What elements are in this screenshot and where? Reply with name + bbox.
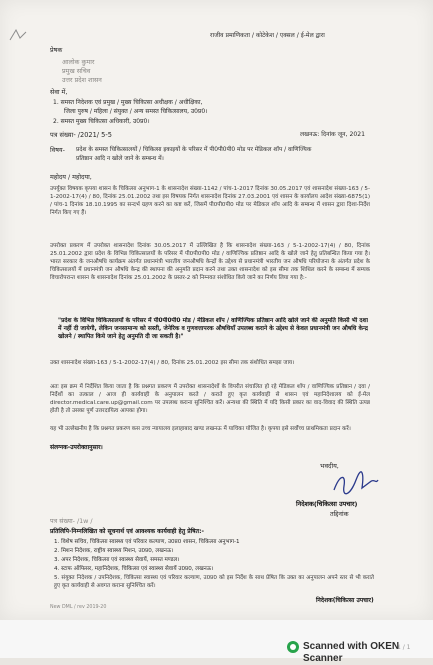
recipient-1-detail: जिला पुरुष / महिला / संयुक्त / अन्य समस्त चिकित्सालय, उ0प्र0। [64, 108, 208, 115]
okn-scanner-logo-icon [287, 641, 299, 653]
body-paragraph-4: अतः इस क्रम में निर्देशित किया जाता है कि प्रश्नगत प्रकरण में उपरोक्त शासनादेशों के विपरीत संचालित हो रहे मेडिकल शॉप / वाणिज्यिक प्रतिष्ठान / दवा / निर्देशों का तत्काल / आज ही कार्यवाही के अनुपालन करते / कराते हुए कृत कार्यवाही से शासन एवं महानिदेशालय को ई-मेल director.medical.care.up@gmail.com पर उपलब्ध कराना सुनिश्चित करें। अन्यथा की स्थिति में यदि किसी प्रकार का वाद-विवाद की स्थिति उत्पन्न होती है तो उसका पूर्ण उत्तरदायित्व आपका होगा। [50, 384, 370, 415]
copy-item: 3. अपर निदेशक, चिकित्सा एवं स्वास्थ्य सेवायें, समस्त मण्डल। [54, 557, 180, 563]
sender-name: आलोक कुमार [62, 58, 95, 66]
scanner-watermark-text: Scanned with OKEN Scanner [303, 641, 400, 664]
sender-prefix: प्रेषक [50, 46, 63, 54]
body-paragraph-1: उपर्युक्त विषयक कृपया शासन के चिकित्सा अनुभाग-1 के शासनादेश संख्या-1142 / पांच-1-2017 दिनांक 30.05.2017 एवं शासनादेश संख्या-163 / 5-1-2002-17(4) / 80, दिनांक 25.01.2002 तथा इस विषयक निर्गत शासनादेश दिनांक 27.03.2001 एवं शासन के कार्यालय आदेश संख्या-6875(1) / पांच-1 दिनांक 18.10.1995 का सन्दर्भ ग्रहण करने का कष्ट करें, जिसमें पी0पी0पी0 मोड पर मेडिकल शॉप आदि के सम्बन्ध में शासन द्वारा दिशा-निर्देश निर्गत किए गए हैं। [50, 186, 370, 217]
body-paragraph-3: उक्त शासनादेश संख्या-163 / 5-1-2002-17(4) / 80, दिनांक 25.01.2002 इस सीमा तक संशोधित समझा जाय। [50, 360, 295, 366]
recipient-1: 1. समस्त निदेशक एवं प्रमुख / मुख्य चिकित्सा अधीक्षक / अधीक्षिका, [53, 99, 203, 106]
issue-date: लखनऊ: दिनांक जून, 2021 [300, 131, 365, 138]
copy-item: 5. संयुक्त निदेशक / उपनिदेशक, चिकित्सा स्वास्थ्य एवं परिवार कल्याण, उ0प्र0 को इस निर्देश के साथ प्रेषित कि उक्त का अनुपालन अपने स्तर से भी कराते हुए कृत कार्यवाही से अवगत कराना सुनिश्चित करें। [54, 575, 374, 590]
closing: भवदीय, [320, 462, 339, 470]
copy-reference: पत्र संख्या- /1w / [50, 517, 93, 525]
body-paragraph-2: उपरोक्त प्रकरण में उपरोक्त शासनादेश दिनांक 30.05.2017 में उल्लिखित है कि शासनादेश संख्या-163 / 5-1-2002-17(4) / 80, दिनांक 25.01.2002 द्वारा प्रदेश के विभिन्न चिकित्सालयों के परिसर में पी0पी0पी0 मोड / वाणिज्यिक प्रतिष्ठान आदि के खोले जाने हेतु प्रतिबन्धित किया गया है। भारत सरकार के जनऔषधि कार्यक्रम अंतर्गत प्रधानमंत्री भारतीय जनऔषधि केन्द्रों के उद्देश्य से प्रधानमंत्री भारतीय जन औषधि परियोजना के अंतर्गत प्रदेश के चिकित्सालयों में प्रधानमंत्री जन औषधि केन्द्र की स्थापना की अनुमति प्रदान करने तथा उक्त शासनादेश को इस सीमा तक शिथिल करने के सम्बन्ध में सम्यक विचारोपरान्त शासन के शासनादेश दिनांक 25.01.2002 के प्रस्तर-2 को निम्नवत संशोधित किये जाने का निर्णय लिया गया है:- [50, 243, 370, 282]
subject-line-2: प्रतिष्ठान आदि न खोले जाने के सम्बन्ध में। [76, 156, 164, 162]
subject-line-1: प्रदेश के समस्त चिकित्सालयों / चिकित्सा इकाइयों के परिसर में पी0पी0पी0 मोड पर मेडिकल शॉप / वाणिज्यिक [76, 147, 312, 153]
copy-signatory: निदेशक(चिकित्सा उपचार) [316, 597, 374, 604]
quoted-amendment: "प्रदेश के विभिन्न चिकित्सालयों के परिसर में पी0पी0पी0 मोड / मेडिकल शॉप / वाणिज्यिक प्रतिष्ठान आदि खोले जाने की अनुमति किसी भी दशा में नहीं दी जायेगी, लेकिन जनसामान्य को सस्ती, जेनेरिक व गुणवत्तापरक औषधियाँ उपलब्ध कराने के उद्देश्य से केवल प्रधानमंत्री जन औषधि केन्द्र खोलने / स्थापित किये जाने हेतु अनुमति दी जा सकती है।" [58, 318, 368, 341]
sender-office: उत्तर प्रदेश शासन [62, 76, 102, 84]
reference-number: पत्र संख्या- /2021/ 5-5 [50, 131, 112, 139]
salutation: महोदय / महोदया, [50, 173, 92, 181]
recipient-label: सेवा में, [50, 88, 68, 96]
signature-scribble [330, 470, 382, 500]
copy-item: 4. स्टाफ ऑफिसर, महानिदेशक, चिकित्सा एवं स्वास्थ्य सेवायें उ0प्र0, लखनऊ। [54, 566, 214, 572]
subject-label: विषय- [50, 146, 65, 154]
footer-reference: New DML / rev 2019-20 [50, 605, 107, 610]
header-dispatch-line: राजीव प्रमाणिकता / कोटेकेश / एक्सल / ई-मेल द्वारा [210, 32, 325, 39]
recipient-2: 2. समस्त मुख्य चिकित्सा अधिकारी, उ0प्र0। [53, 118, 150, 125]
copy-item: 1. विशेष सचिव, चिकित्सा स्वास्थ्य एवं परिवार कल्याण, उ0प्र0 शासन, चिकित्सा अनुभाग-1 [54, 539, 240, 545]
signatory-date: तद्दिनांक [330, 510, 349, 518]
margin-mark [6, 26, 36, 44]
sender-designation: प्रमुख सचिव [62, 67, 91, 75]
copy-item: 2. मिशन निदेशक, राष्ट्रीय स्वास्थ्य मिशन, उ0प्र0, लखनऊ। [54, 548, 174, 554]
page-indicator: 1 / 1 [397, 644, 411, 651]
enclosure-note: संलग्नक-उपरोक्तानुसार। [50, 444, 103, 451]
signatory-designation: निदेशक(चिकित्सा उपचार) [296, 500, 358, 508]
copy-intro: प्रतिलिपि-निम्नलिखित को सूचनार्थ एवं आवश्यक कार्यवाही हेतु प्रेषित:- [50, 528, 204, 535]
body-paragraph-5: यह भी उल्लेखनीय है कि प्रश्नगत प्रकरण कस उच्च न्यायालय इलाहाबाद खण्ड लखनऊ में याचिका योजित है। कृपया इसे सर्वोच्च प्राथमिकता प्रदान करें। [50, 426, 351, 432]
